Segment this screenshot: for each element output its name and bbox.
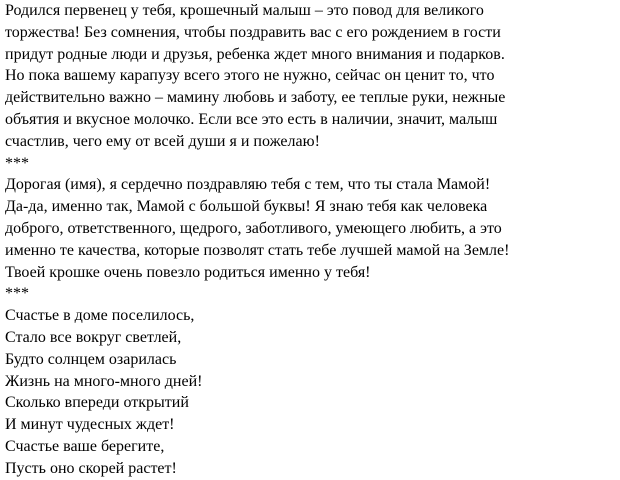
document-text xyxy=(5,0,617,480)
text-line: Дорогая (имя), я сердечно поздравляю тебя с тем, что ты стала Мамой! xyxy=(5,176,491,194)
text-line: действительно важно – мамину любовь и заботу, ее теплые руки, нежные xyxy=(5,89,506,107)
poem-line: Будто солнцем озарилась xyxy=(5,350,177,368)
poem-line: Счастье ваше берегите, xyxy=(5,437,165,455)
text-line: придут родные люди и друзья, ребенка ждет много внимания и подарков. xyxy=(5,45,505,63)
poem-line: Счастье в доме поселилось, xyxy=(5,307,195,325)
text-line: доброго, ответственного, щедрого, заботливого, умеющего любить, а это xyxy=(5,219,502,237)
text-line: Но пока вашему карапузу всего этого не нужно, сейчас он ценит то, что xyxy=(5,67,495,85)
text-line: Родился первенец у тебя, крошечный малыш – это повод для великого xyxy=(5,2,484,19)
poem-line: Стало все вокруг светлей, xyxy=(5,328,182,346)
section-separator: *** xyxy=(5,285,29,303)
text-line: Да-да, именно так, Мамой с большой буквы! Я знаю тебя как человека xyxy=(5,198,488,216)
poem-line: И минут чудесных ждет! xyxy=(5,416,175,434)
greeting-paragraph-newborn xyxy=(5,0,617,153)
text-line: торжества! Без сомнения, чтобы поздравить вас с его рождением в гости xyxy=(5,23,501,41)
text-line: именно те качества, которые позволят стать тебе лучшей мамой на Земле! xyxy=(5,241,510,259)
poem xyxy=(5,305,617,479)
poem-line: Сколько впереди открытий xyxy=(5,394,189,412)
section-separator: *** xyxy=(5,154,29,172)
poem-line: Жизнь на много-много дней! xyxy=(5,372,203,390)
text-line: Твоей крошке очень повезло родиться именно у тебя! xyxy=(5,263,371,281)
poem-line: Пусть оно скорей растет! xyxy=(5,459,177,477)
text-line: счастлив, чего ему от всей души я и пожелаю! xyxy=(5,132,320,150)
text-line: объятия и вкусное молочко. Если все это есть в наличии, значит, малыш xyxy=(5,110,498,128)
greeting-paragraph-mother xyxy=(5,174,617,283)
